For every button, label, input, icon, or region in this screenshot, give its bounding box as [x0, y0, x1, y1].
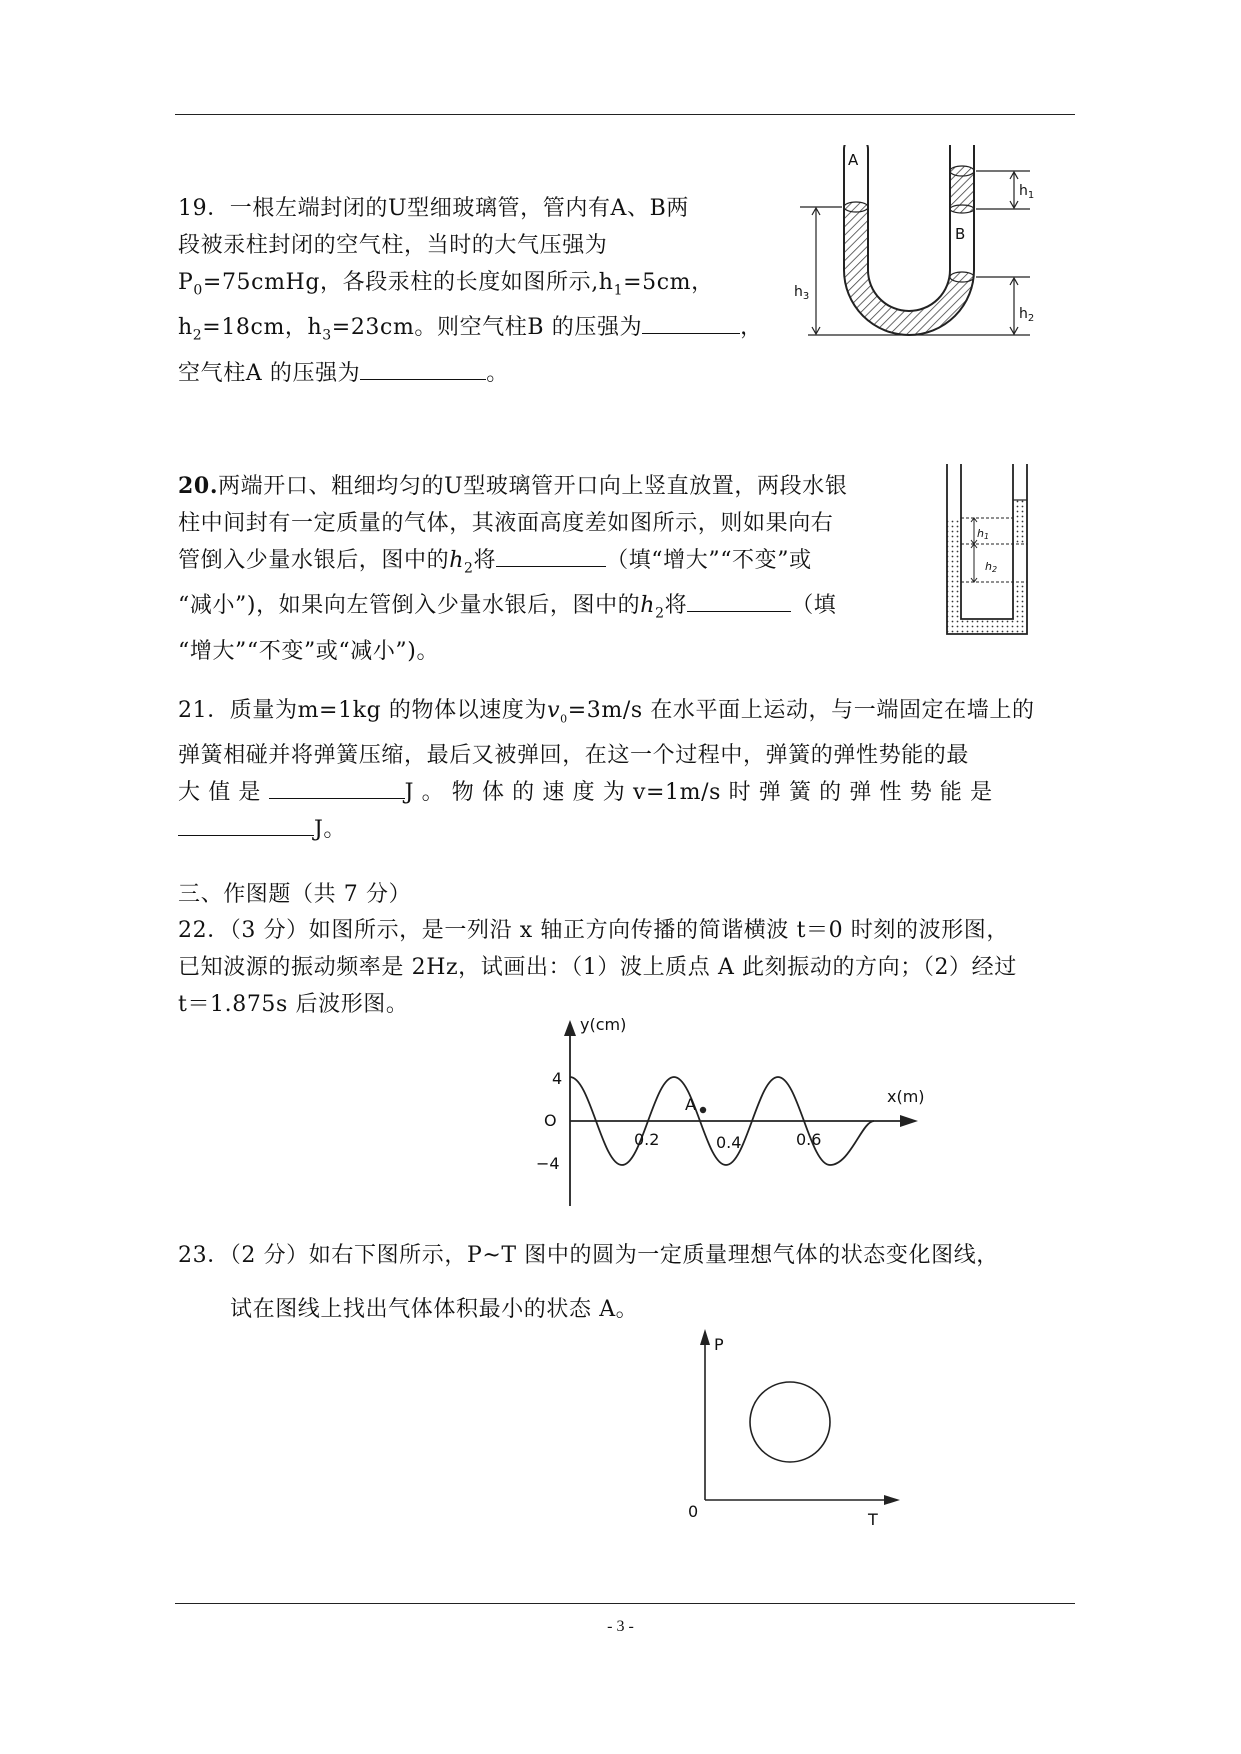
pt-figure	[680, 1325, 910, 1530]
q23-line1: 23．（2 分）如右下图所示，P~T 图中的圆为一定质量理想气体的状态变化图线，	[178, 1243, 999, 1268]
point-A-marker	[700, 1107, 706, 1113]
q21-line1-end: =3m/s 在水平面上运动，与一端固定在墙上的	[567, 698, 1035, 723]
tick-y-neg4: −4	[536, 1154, 560, 1173]
q21-number: 21．	[178, 698, 230, 723]
label-B: B	[955, 225, 966, 243]
point-A-label: A	[685, 1095, 696, 1114]
q19-line5-end: 。	[486, 360, 509, 386]
question-21	[178, 692, 1078, 848]
label-h2: $h_2$	[1019, 306, 1035, 324]
q21-sub-0: 0	[560, 712, 568, 726]
q20-line1: 两端开口、粗细均匀的U型玻璃管开口向上竖直放置，两段水银	[218, 474, 848, 499]
answer-blank-q19-b[interactable]	[642, 309, 740, 334]
q19-line4-mid: =18cm，h	[202, 315, 323, 341]
label-h2-q20: h2	[985, 560, 998, 574]
q20-line4-jiang: 将	[664, 593, 688, 619]
q19-line4-comma: ，	[740, 315, 763, 341]
tick-x-0.6: 0.6	[796, 1130, 822, 1149]
wave-figure	[530, 1010, 940, 1210]
label-h3: $h_3$	[794, 284, 810, 302]
question-22	[178, 912, 1078, 1023]
y-axis-label: y(cm)	[580, 1015, 627, 1034]
label-A: A	[848, 151, 859, 169]
q20-line3-end: （填“增大”“不变”或	[606, 548, 812, 573]
label-h1-q20: h1	[977, 527, 990, 541]
q19-sub-0: 0	[193, 282, 203, 299]
q21-line3: 大 值 是	[178, 780, 269, 806]
q20-line4: “减小”)，如果向左管倒入少量水银后，图中的	[178, 593, 641, 619]
answer-blank-q21-v1[interactable]	[178, 811, 314, 836]
q20-line4-end: （填	[791, 593, 837, 619]
header-rule	[175, 114, 1075, 115]
q20-h2-var: h	[449, 548, 464, 573]
q20-number: 20.	[178, 473, 219, 499]
q20-line3-jiang: 将	[473, 548, 497, 573]
state-circle	[750, 1382, 830, 1462]
p-axis-label: P	[714, 1335, 724, 1354]
q20-h2-var-b: h	[640, 593, 656, 619]
q19-line1: 一根左端封闭的U型细玻璃管，管内有A、B两	[229, 196, 689, 221]
q21-line1: 质量为m=1kg 的物体以速度为	[229, 698, 548, 723]
q21-line3-end: J 。 物 体 的 速 度 为 v=1m/s 时 弹 簧 的 弹 性 势 能 是	[404, 780, 993, 806]
q19-line3-end: =5cm，	[623, 270, 714, 295]
question-19	[178, 190, 778, 392]
answer-blank-q20-right[interactable]	[496, 542, 606, 567]
page-number: - 3 -	[607, 1618, 634, 1635]
q22-line3: t＝1.875s 后波形图。	[178, 992, 409, 1017]
q19-line3-mid: =75cmHg，各段汞柱的长度如图所示,h	[202, 270, 614, 295]
tick-x-0.4: 0.4	[716, 1133, 742, 1152]
q19-sub-3: 3	[322, 327, 332, 344]
q21-v-var: v	[547, 698, 561, 723]
u-tube-open-figure	[945, 464, 1035, 639]
section-3-title	[178, 876, 411, 913]
section-3-heading: 三、作图题（共 7 分）	[178, 882, 412, 907]
answer-blank-q20-left[interactable]	[687, 587, 791, 612]
q22-line2: 已知波源的振动频率是 2Hz，试画出：（1）波上质点 A 此刻振动的方向；（2）经过	[178, 955, 1017, 980]
t-axis-label: T	[868, 1510, 878, 1529]
u-tube-figure	[790, 145, 1040, 385]
q21-line4: J。	[314, 817, 347, 843]
q21-line2: 弹簧相碰并将弹簧压缩，最后又被弹回，在这一个过程中，弹簧的弹性势能的最	[178, 743, 970, 769]
tick-x-0.2: 0.2	[634, 1130, 660, 1149]
q19-line3-p: P	[178, 270, 194, 295]
q19-line4-h: h	[178, 315, 193, 341]
q19-sub-2: 2	[192, 327, 203, 344]
footer-rule	[175, 1603, 1075, 1604]
question-23	[178, 1229, 1078, 1337]
q19-sub-1: 1	[613, 282, 624, 299]
answer-blank-q19-a[interactable]	[360, 355, 486, 380]
q22-line1: 22．（3 分）如图所示，是一列沿 x 轴正方向传播的简谐横波 t＝0 时刻的波形图，	[178, 918, 1010, 943]
q20-sub-2b: 2	[655, 605, 665, 622]
q20-line5: “增大”“不变”或“减小”)。	[178, 638, 440, 664]
q20-line2: 柱中间封有一定质量的气体，其液面高度差如图所示，则如果向右	[178, 511, 834, 536]
q19-number: 19．	[178, 196, 230, 221]
question-20	[178, 468, 938, 670]
q20-sub-2a: 2	[463, 560, 474, 577]
q19-line2: 段被汞柱封闭的空气柱，当时的大气压强为	[178, 233, 608, 258]
x-axis-label: x(m)	[887, 1087, 925, 1106]
answer-blank-q21-max[interactable]	[269, 774, 405, 799]
q20-line3: 管倒入少量水银后，图中的	[178, 548, 450, 573]
origin-label: O	[544, 1111, 557, 1130]
q19-line4-end: =23cm。则空气柱B 的压强为	[331, 315, 643, 341]
q19-line5: 空气柱A 的压强为	[178, 360, 361, 386]
pt-origin-label: 0	[688, 1502, 699, 1521]
label-h1: $h_1$	[1019, 183, 1035, 201]
tick-y-4: 4	[552, 1069, 563, 1088]
q23-line2: 试在图线上找出气体体积最小的状态 A。	[230, 1297, 639, 1322]
